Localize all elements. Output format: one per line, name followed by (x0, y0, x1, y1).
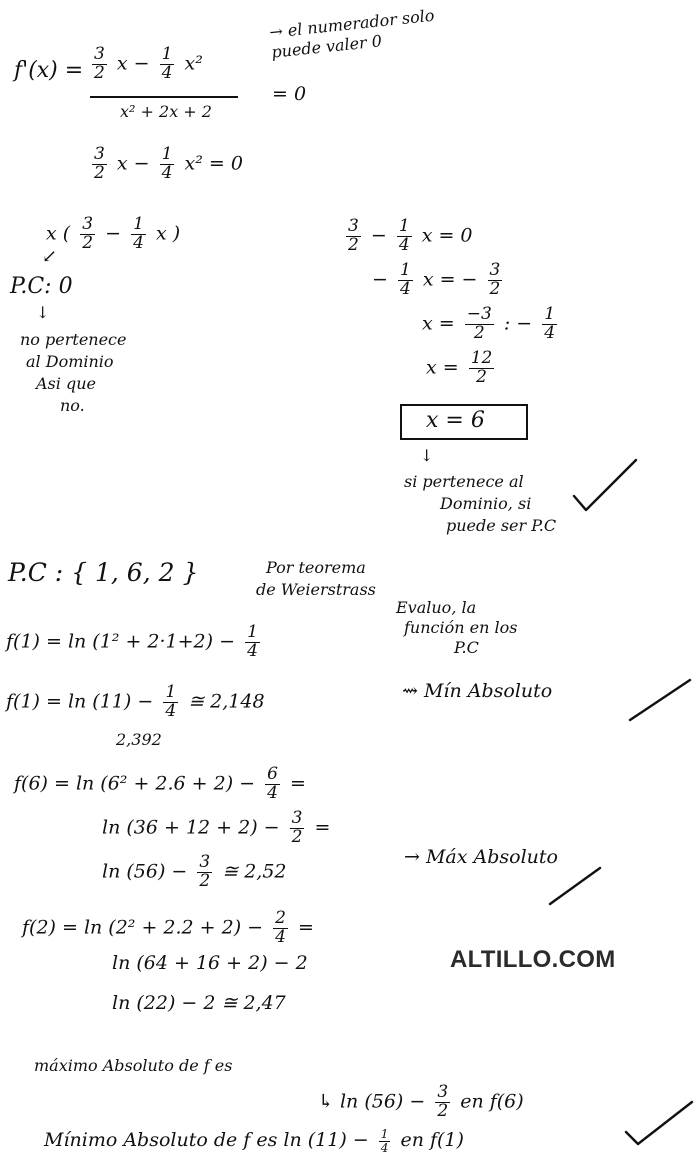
f1-sub-value: 2,392 (116, 730, 162, 749)
right-line-2: − $\frac{1}{4}$ x = − $\frac{3}{2}$ (372, 260, 501, 299)
frac-3-2: $\frac{3}{2}$ (199, 852, 211, 891)
equation-2: $\frac{3}{2}$ x − $\frac{1}{4}$ x² = 0 (94, 144, 243, 183)
checkmark-icon (570, 456, 640, 516)
checkmark-icon (546, 864, 606, 912)
max-absolute-label: → Máx Absoluto (404, 846, 558, 868)
pc-zero: P.C: 0 (10, 274, 73, 299)
frac-3-2: $\frac{3}{2}$ (291, 808, 303, 847)
min-summary-text: Mínimo Absoluto de f es ln (11) − $\frac{1}{4}$ en f(1) (44, 1127, 464, 1155)
max-summary-text: máximo Absoluto de f es (34, 1056, 233, 1075)
f6-line-a: f(6) = ln (6² + 2.6 + 2) − $\frac{6}{4}$ = (14, 764, 306, 803)
frac-1-4: $\frac{1}{4}$ (161, 44, 173, 83)
fprime-label: f'(x) = (14, 58, 84, 83)
frac-6-4: $\frac{6}{4}$ (267, 764, 278, 803)
down-arrow-icon: ↓ (36, 303, 50, 322)
checkmark-icon (626, 676, 696, 728)
f2-line-b: ln (64 + 16 + 2) − 2 (112, 952, 308, 974)
frac-3-2: $\frac{3}{2}$ (94, 144, 105, 183)
not-in-domain-note-3: Asi que (36, 374, 96, 393)
right-line-3: x = $\frac{-3}{2}$ : − $\frac{1}{4}$ (422, 304, 556, 343)
frac-12-2: $\frac{12}{2}$ (470, 348, 493, 387)
boxed-answer: x = 6 (426, 408, 485, 433)
frac-3-2: $\frac{3}{2}$ (348, 216, 359, 255)
frac-1-4: $\frac{1}{4}$ (247, 622, 258, 661)
theorem-note-1: Por teorema (266, 558, 366, 577)
eval-note-1: Evaluo, la (396, 598, 477, 617)
theorem-note-2: de Weierstrass (256, 580, 376, 599)
f2-line-a: f(2) = ln (2² + 2.2 + 2) − $\frac{2}{4}$ = (22, 908, 314, 947)
frac-1-4: $\frac{1}{4}$ (161, 144, 173, 183)
right-line-1: $\frac{3}{2}$ − $\frac{1}{4}$ x = 0 (348, 216, 473, 255)
numerator-note: → el numerador solo puede valer 0 (268, 5, 436, 62)
critical-points-set: P.C : { 1, 6, 2 } (8, 558, 199, 587)
frac-3-2: $\frac{3}{2}$ (437, 1082, 449, 1121)
f6-line-c: ln (56) − $\frac{3}{2}$ ≅ 2,52 (102, 852, 287, 891)
frac-1-4: $\frac{1}{4}$ (544, 304, 556, 343)
eval-note-3: P.C (454, 638, 479, 657)
not-in-domain-note-1: no pertenece (20, 330, 127, 349)
f6-line-b: ln (36 + 12 + 2) − $\frac{3}{2}$ = (102, 808, 331, 847)
not-in-domain-note-2: al Dominio (26, 352, 114, 371)
altillo-watermark: ALTILLO.COM (450, 946, 616, 973)
factored-equation: x ( $\frac{3}{2}$ − $\frac{1}{4}$ x ) (46, 214, 181, 253)
f1-line-b: f(1) = ln (11) − $\frac{1}{4}$ ≅ 2,148 (6, 682, 265, 721)
frac-3-2: $\frac{3}{2}$ (94, 44, 105, 83)
frac-1-4: $\frac{1}{4}$ (133, 214, 144, 253)
frac-3-2: $\frac{3}{2}$ (82, 214, 94, 253)
main-fraction-bar (90, 96, 238, 98)
right-line-4: x = $\frac{12}{2}$ (426, 348, 493, 387)
f2-line-c: ln (22) − 2 ≅ 2,47 (112, 992, 286, 1014)
top-numerator: $\frac{3}{2}$ x − $\frac{1}{4}$ x² (94, 44, 203, 83)
down-arrow-icon: ↙ (42, 246, 58, 267)
frac-1-4: $\frac{1}{4}$ (165, 682, 177, 721)
frac-1-4: $\frac{1}{4}$ (399, 260, 411, 299)
eval-note-2: función en los (404, 618, 518, 637)
top-eq-zero: = 0 (272, 83, 307, 105)
min-absolute-label: ⇝ Mín Absoluto (402, 680, 553, 702)
in-domain-note-2: Dominio, si (440, 494, 532, 513)
in-domain-note-3: puede ser P.C (446, 516, 557, 535)
checkmark-icon (622, 1098, 696, 1150)
f1-line-a: f(1) = ln (1² + 2·1+2) − $\frac{1}{4}$ (6, 622, 258, 661)
frac-neg3-2: $\frac{-3}{2}$ (466, 304, 492, 343)
frac-1-4: $\frac{1}{4}$ (380, 1127, 389, 1155)
frac-1-4: $\frac{1}{4}$ (398, 216, 410, 255)
down-arrow-icon: ↓ (420, 446, 434, 465)
not-in-domain-note-4: no. (60, 396, 85, 415)
max-summary-value: ↳ ln (56) − $\frac{3}{2}$ en f(6) (318, 1082, 524, 1121)
top-denominator: x² + 2x + 2 (120, 102, 212, 121)
in-domain-note-1: si pertenece al (404, 472, 524, 491)
frac-3-2: $\frac{3}{2}$ (489, 260, 501, 299)
frac-2-4: $\frac{2}{4}$ (275, 908, 286, 947)
